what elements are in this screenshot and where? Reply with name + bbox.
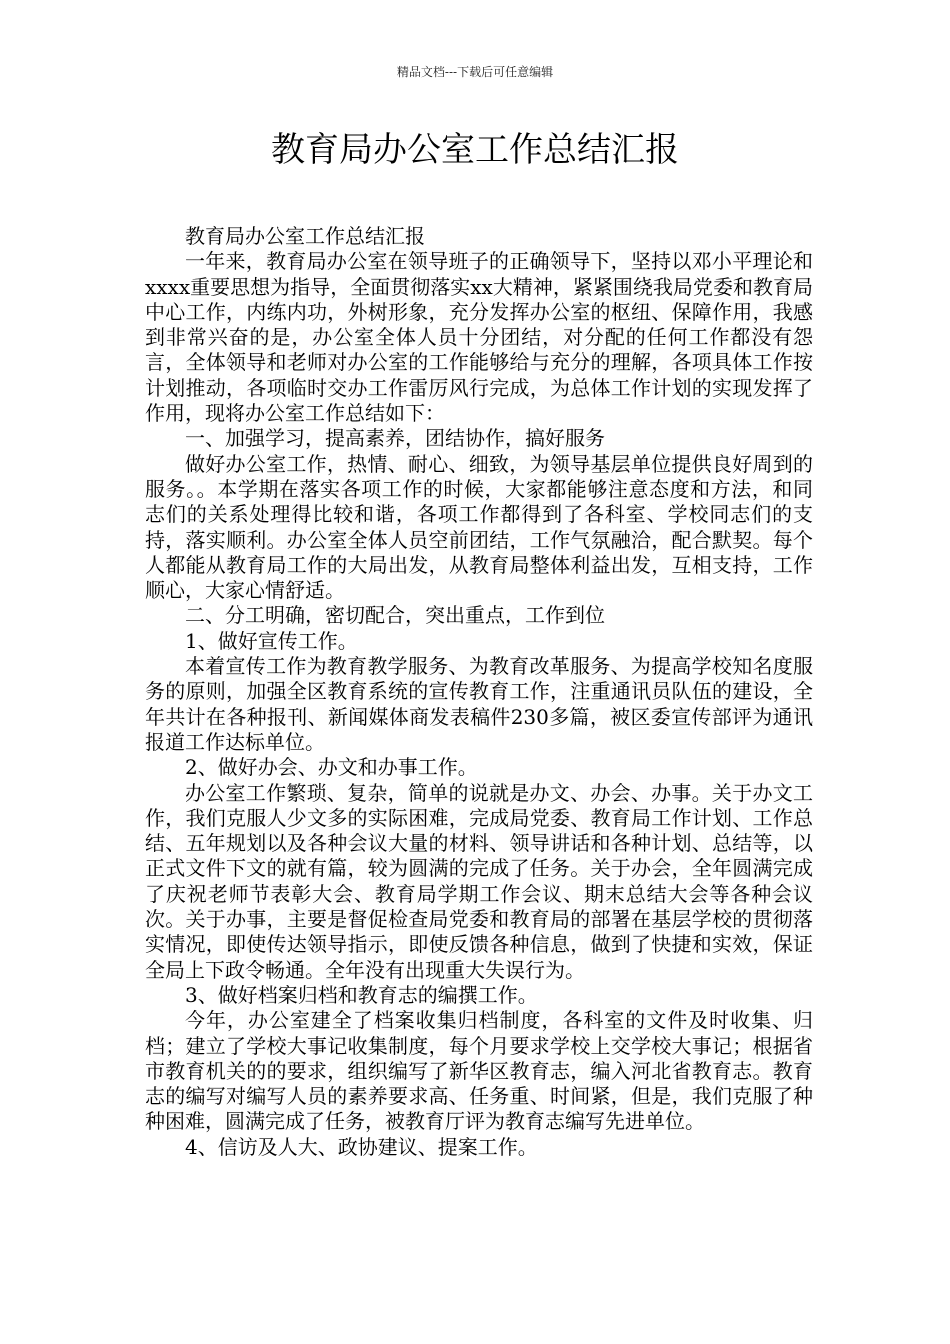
section-heading-2: 二、分工明确，密切配合，突出重点，工作到位 [185,603,605,628]
subsection-heading: 4、信访及人大、政协建议、提案工作。 [185,1134,538,1159]
paragraph: 办公室工作繁琐、复杂，简单的说就是办文、办会、办事。关于办文工作，我们克服人少文多的实际困难，完成局党委、教育局工作计划、工作总结、五年规划以及各种会议大量的材料、领导讲话和各种计划、总结等，以正式文件下文的就有篇，较为圆满的完成了任务。关于办会，全年圆满完成了庆祝老师节表彰大会、教育局学期工作会议、期末总结大会等各种会议次。关于办事，主要是督促检查局党委和教育局的部署在基层学校的贯彻落实情况，即使传达领导指示，即使反馈各种信息，做到了快捷和实效，保证全局上下政令畅通。全年没有出现重大失误行为。 [145,780,813,982]
document-title: 教育局办公室工作总结汇报 [271,130,679,170]
subsection-heading: 3、做好档案归档和教育志的编撰工作。 [185,982,538,1007]
paragraph: 本着宣传工作为教育教学服务、为教育改革服务、为提高学校知名度服务的原则，加强全区教育系统的宣传教育工作，注重通讯员队伍的建设，全年共计在各种报刊、新闻媒体商发表稿件230多篇，被区委宣传部评为通讯报道工作达标单位。 [145,654,813,754]
document-body [145,224,813,1160]
paragraph: 做好办公室工作，热情、耐心、细致，为领导基层单位提供良好周到的服务。。本学期在落实各项工作的时候，大家都能够注意态度和方法，和同志们的关系处理得比较和谐，各项工作都得到了各科室、学校同志们的支持，落实顺利。办公室全体人员空前团结，工作气氛融洽，配合默契。每个人都能从教育局工作的大局出发，从教育局整体利益出发，互相支持，工作顺心，大家心情舒适。 [145,451,813,603]
header-watermark: 精品文档---下载后可任意编辑 [396,65,554,79]
paragraph-subtitle: 教育局办公室工作总结汇报 [185,224,425,248]
section-heading-1: 一、加强学习，提高素养，团结协作，搞好服务 [185,426,605,451]
subsection-heading: 2、做好办会、办文和办事工作。 [185,755,478,780]
paragraph-intro: 一年来，教育局办公室在领导班子的正确领导下，坚持以邓小平理论和xxxx重要思想为指导，全面贯彻落实xx大精神，紧紧围绕我局党委和教育局中心工作，内练内功，外树形象，充分发挥办公室的枢纽、保障作用，我感到非常兴奋的是，办公室全体人员十分团结，对分配的任何工作都没有怨言，全体领导和老师对办公室的工作能够给与充分的理解，各项具体工作按计划推动，各项临时交办工作雷厉风行完成，为总体工作计划的实现发挥了作用，现将办公室工作总结如下： [145,249,813,426]
subsection-heading: 1、做好宣传工作。 [185,628,358,653]
paragraph: 今年，办公室建全了档案收集归档制度，各科室的文件及时收集、归档；建立了学校大事记收集制度，每个月要求学校上交学校大事记；根据省市教育机关的的要求，组织编写了新华区教育志，编入河北省教育志。教育志的编写对编写人员的素养要求高、任务重、时间紧，但是，我们克服了种种困难，圆满完成了任务，被教育厅评为教育志编写先进单位。 [145,1008,813,1134]
